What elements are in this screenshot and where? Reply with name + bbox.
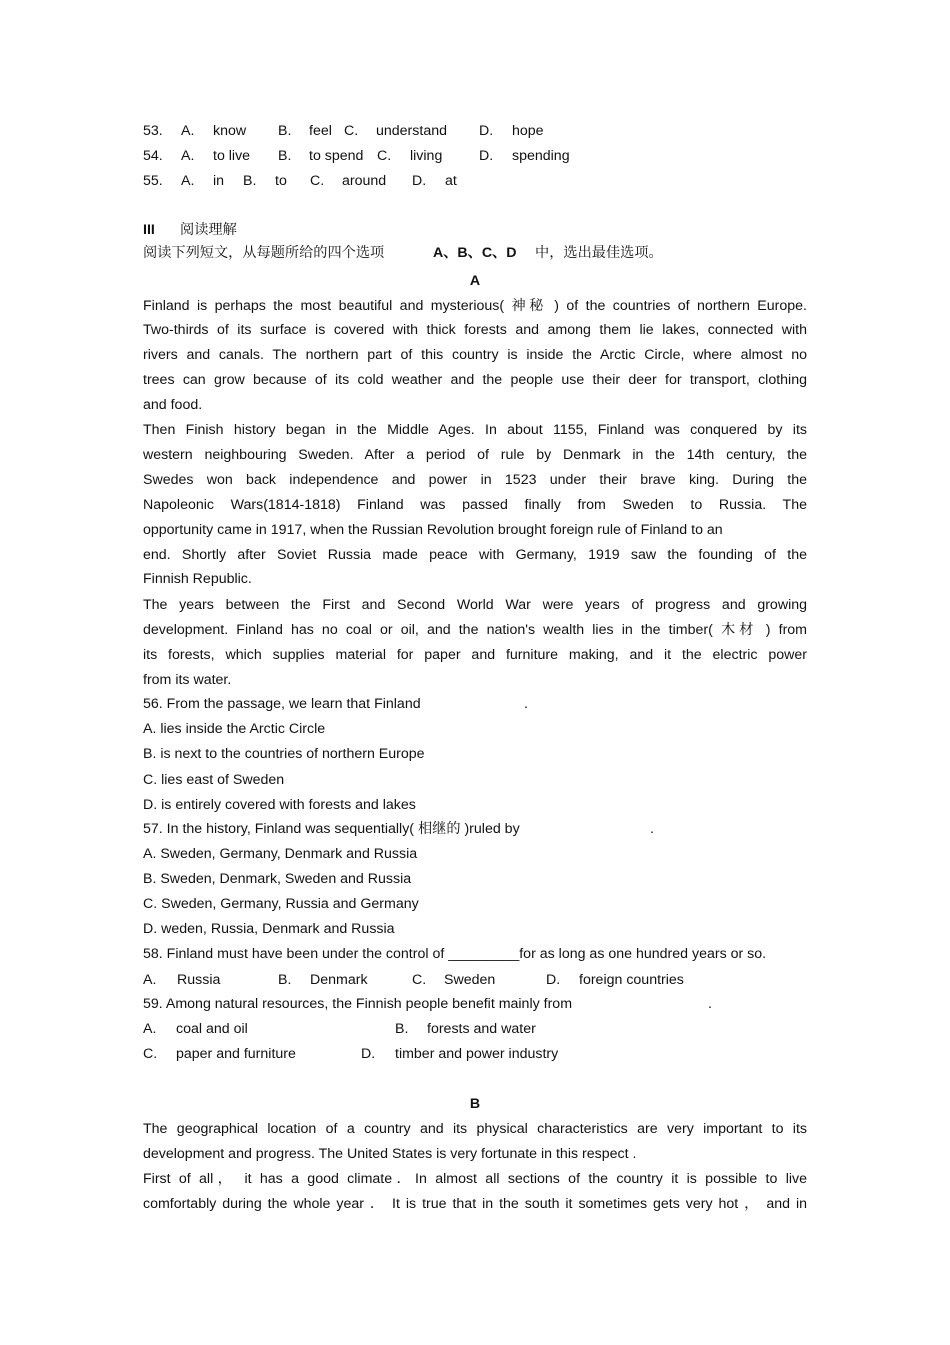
- option-text: paper and furniture: [176, 1046, 296, 1062]
- question-56-option: C. lies east of Sweden: [143, 772, 285, 788]
- question-53: [143, 122, 544, 140]
- option-label: D.: [546, 972, 561, 988]
- passage-line: trees can grow because of its cold weather and the people use their deer for transport, clothing: [143, 372, 807, 388]
- passage-line: Napoleonic Wars(1814-1818) Finland was passed finally from Sweden to Russia. The: [143, 497, 807, 513]
- option-label: C.: [344, 123, 359, 139]
- option-label: C.: [377, 148, 392, 164]
- question-58-options: [143, 971, 684, 989]
- question-number: 55.: [143, 173, 163, 189]
- option-text: to live: [213, 148, 251, 164]
- question-end: .: [650, 821, 654, 837]
- option-label: D.: [479, 148, 494, 164]
- instructions-options: A、B、C、D: [433, 245, 517, 261]
- option-label: B.: [278, 148, 292, 164]
- option-text: living: [410, 148, 443, 164]
- option-text: foreign countries: [579, 972, 684, 988]
- option-label: A.: [181, 148, 195, 164]
- question-56: [143, 695, 528, 713]
- instructions-text: 阅读下列短文，从每题所给的四个选项: [143, 245, 385, 261]
- option-label: B.: [278, 972, 292, 988]
- passage-line: end. Shortly after Soviet Russia made peace with Germany, 1919 saw the founding of the: [143, 547, 807, 563]
- option-label: C.: [310, 173, 325, 189]
- question-56-option: A. lies inside the Arctic Circle: [143, 721, 326, 737]
- option-text: understand: [376, 123, 447, 139]
- passage-line: Finnish Republic.: [143, 571, 252, 587]
- option-text: feel: [309, 123, 332, 139]
- question-58: 58. Finland must have been under the control of _________for as long as one hundred years or so.: [143, 946, 767, 962]
- passage-b-heading: B: [469, 1096, 481, 1112]
- option-text: timber and power industry: [395, 1046, 559, 1062]
- question-57: [143, 820, 654, 838]
- passage-line: rivers and canals. The northern part of this country is inside the Arctic Circle, where almost no: [143, 347, 807, 363]
- question-end: .: [708, 996, 712, 1012]
- option-label: D.: [361, 1046, 376, 1062]
- passage-line: and food.: [143, 397, 203, 413]
- option-text: at: [445, 173, 457, 189]
- option-label: D.: [479, 123, 494, 139]
- passage-line: The geographical location of a country and its physical characteristics are very important to its: [143, 1121, 807, 1137]
- question-57-option: B. Sweden, Denmark, Sweden and Russia: [143, 871, 412, 887]
- passage-line: development. Finland has no coal or oil, and the nation's wealth lies in the timber( 木材 ) from: [143, 622, 807, 638]
- question-54: [143, 147, 570, 165]
- option-text: Denmark: [310, 972, 368, 988]
- option-label: B.: [243, 173, 257, 189]
- instructions-text-end: 中，选出最佳选项。: [535, 245, 663, 261]
- passage-line: its forests, which supplies material for paper and furniture making, and it the electric power: [143, 647, 807, 663]
- option-text: Sweden: [444, 972, 496, 988]
- question-57-option: C. Sweden, Germany, Russia and Germany: [143, 896, 419, 912]
- option-text: to spend: [309, 148, 364, 164]
- passage-line: western neighbouring Sweden. After a period of rule by Denmark in the 14th century, the: [143, 447, 807, 463]
- option-label: D.: [412, 173, 427, 189]
- option-text: know: [213, 123, 247, 139]
- question-55: [143, 172, 457, 190]
- section-instructions: [143, 244, 663, 262]
- question-59-options: [143, 1020, 536, 1038]
- question-57-option: A. Sweden, Germany, Denmark and Russia: [143, 846, 418, 862]
- option-label: C.: [143, 1046, 158, 1062]
- question-text: 57. In the history, Finland was sequentially( 相继的 )ruled by: [143, 821, 520, 837]
- option-label: A.: [181, 173, 195, 189]
- option-label: A.: [143, 972, 157, 988]
- option-text: around: [342, 173, 387, 189]
- option-text: coal and oil: [176, 1021, 248, 1037]
- question-text: 56. From the passage, we learn that Finland: [143, 696, 421, 712]
- option-label: C.: [412, 972, 427, 988]
- section-heading: 阅读理解: [180, 222, 237, 238]
- question-59-options: [143, 1045, 559, 1063]
- question-text: 59. Among natural resources, the Finnish people benefit mainly from: [143, 996, 573, 1012]
- option-text: forests and water: [427, 1021, 536, 1037]
- passage-line: development and progress. The United States is very fortunate in this respect .: [143, 1146, 637, 1162]
- passage-line: comfortably during the whole year ． It is true that in the south it sometimes gets very hot ， and in: [143, 1196, 807, 1212]
- passage-line: Two-thirds of its surface is covered with thick forests and among them lie lakes, connected with: [143, 322, 807, 338]
- passage-line: from its water.: [143, 672, 232, 688]
- passage-line: The years between the First and Second World War were years of progress and growing: [143, 597, 807, 613]
- option-label: A.: [181, 123, 195, 139]
- question-end: .: [524, 696, 528, 712]
- question-number: 53.: [143, 123, 163, 139]
- option-text: to: [275, 173, 287, 189]
- passage-line: First of all， it has a good climate．In almost all sections of the country it is possible to live: [143, 1171, 807, 1187]
- option-label: B.: [278, 123, 292, 139]
- section-title: [143, 221, 237, 239]
- option-label: A.: [143, 1021, 157, 1037]
- section-number: III: [143, 222, 155, 238]
- question-number: 54.: [143, 148, 163, 164]
- option-text: Russia: [177, 972, 221, 988]
- option-label: B.: [395, 1021, 409, 1037]
- option-text: spending: [512, 148, 570, 164]
- option-text: in: [213, 173, 225, 189]
- passage-line: opportunity came in 1917, when the Russian Revolution brought foreign rule of Finland to an: [143, 522, 723, 538]
- passage-line: Finland is perhaps the most beautiful and mysterious( 神秘 ) of the countries of northern Europe.: [143, 298, 807, 314]
- option-text: hope: [512, 123, 544, 139]
- question-57-option: D. weden, Russia, Denmark and Russia: [143, 921, 395, 937]
- passage-line: Swedes won back independence and power in 1523 under their brave king. During the: [143, 472, 807, 488]
- question-59: [143, 995, 712, 1013]
- passage-a-heading: A: [469, 273, 481, 289]
- passage-line: Then Finish history began in the Middle Ages. In about 1155, Finland was conquered by its: [143, 422, 807, 438]
- question-56-option: B. is next to the countries of northern Europe: [143, 746, 425, 762]
- question-56-option: D. is entirely covered with forests and lakes: [143, 797, 416, 813]
